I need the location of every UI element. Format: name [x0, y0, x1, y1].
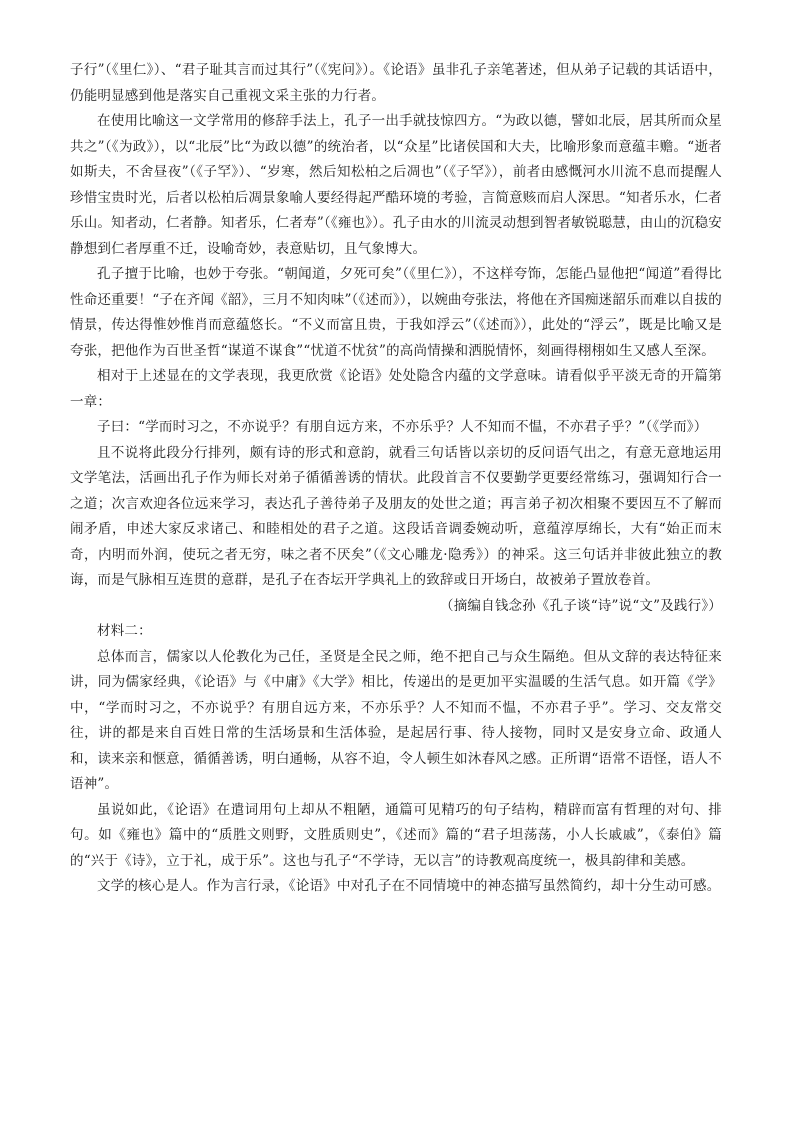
- paragraph-implicit-meaning: 相对于上述显在的文学表现，我更欣赏《论语》处处隐含内蕴的文学意味。请看似乎平淡无奇的开篇第一章：: [70, 368, 722, 410]
- paragraph-diction: 虽说如此，《论语》在遣词用句上却从不粗陋，通篇可见精巧的句子结构，精辟而富有哲理的对句、排句。如《雍也》篇中的“质胜文则野，文胜质则史”，《述而》篇的“君子坦荡荡，小人长戚戚”，《泰伯》篇的“兴于《诗》，立于礼，成于乐”。这也与孔子“不学诗，无以言”的诗教观高度统一，极具韵律和美感。: [70, 801, 722, 869]
- paragraph-confucian-overview: 总体而言，儒家以人伦教化为己任，圣贤是全民之师，绝不把自己与众生隔绝。但从文辞的表达特征来讲，同为儒家经典，《论语》与《中庸》《大学》相比，传递出的是更加平实温暖的生活气息。如开篇《学》中，“学而时习之，不亦说乎？有朋自远方来，不亦乐乎？人不知而不愠，不亦君子乎”。学习、交友常交往，讲的都是来自百姓日常的生活场景和生活体验，是起居行事、待人接物，同时又是安身立命、政通人和，读来亲和惬意，循循善诱，明白通畅，从容不迫，令人顿生如沐春风之感。正所谓“语常不语怪，语人不语神”。: [70, 648, 722, 792]
- material-two-heading: 材料二：: [97, 623, 152, 639]
- paragraph-metaphor: 在使用比喻这一文学常用的修辞手法上，孔子一出手就技惊四方。“为政以德，譬如北辰，居其所而众星共之”（《为政》），以“北辰”比“为政以德”的统治者，以“众星”比诸侯国和大夫，比喻形象而意蕴丰赡。“逝者如斯夫，不舍昼夜”（《子罕》）、“岁寒，然后知松柏之后凋也”（《子罕》），前者由感慨河水川流不息而提醒人珍惜宝贵时光，后者以松柏后凋景象喻人要经得起严酷环境的考验，言简意赅而启人深思。“知者乐水，仁者乐山。知者动，仁者静。知者乐，仁者寿”（《雍也》）。孔子由水的川流灵动想到智者敏锐聪慧，由山的沉稳安静想到仁者厚重不迁，设喻奇妙，表意贴切，且气象博大。: [70, 113, 722, 257]
- paragraph-quotation-xueer: 子曰：“学而时习之，不亦说乎？有朋自远方来，不亦乐乎？人不知而不愠，不亦君子乎？”（《学而》）: [97, 419, 708, 435]
- document-page: [70, 58, 722, 900]
- paragraph-intro-continuation: 子行”（《里仁》）、“君子耻其言而过其行”（《宪问》）。《论语》虽非孔子亲笔著述，但从弟子记载的其话语中，仍能明显感到他是落实自己重视文采主张的力行者。: [70, 62, 722, 104]
- paragraph-analysis: 且不说将此段分行排列，颇有诗的形式和意韵，就看三句话皆以亲切的反问语气出之，有意无意地运用文学笔法，活画出孔子作为师长对弟子循循善诱的情状。此段首言不仅要勤学更要经常练习，强调知行合一之道；次言欢迎各位远来学习，表达孔子善待弟子及朋友的处世之道；再言弟子初次相聚不要因互不了解而闹矛盾，申述大家反求诸己、和睦相处的君子之道。这段话音调委婉动听，意蕴淳厚绵长，大有“始正而末奇，内明而外润，使玩之者无穷，味之者不厌矣”（《文心雕龙·隐秀》）的神采。这三句话并非彼此独立的教诲，而是气脉相互连贯的意群，是孔子在杏坛开学典礼上的致辞或日开场白，故被弟子置放卷首。: [70, 444, 722, 588]
- paragraph-literature-core: 文学的核心是人。作为言行录，《论语》中对孔子在不同情境中的神态描写虽然简约，却十分生动可感。: [97, 878, 721, 894]
- source-citation: （摘编自钱念孙《孔子谈“诗”说“文”及践行》）: [440, 597, 722, 614]
- paragraph-exaggeration: 孔子擅于比喻，也妙于夸张。“朝闻道，夕死可矣”（《里仁》），不这样夸饰，怎能凸显他把“闻道”看得比性命还重要！“子在齐闻《韶》，三月不知肉味”（《述而》），以婉曲夸张法，将他在齐国痴迷韶乐而难以自拔的情景，传达得惟妙惟肖而意蕴悠长。“不义而富且贵，于我如浮云”（《述而》），此处的“浮云”，既是比喻又是夸张，把他作为百世圣哲“谋道不谋食”“忧道不忧贫”的高尚情操和洒脱情怀，刻画得栩栩如生又感人至深。: [70, 266, 722, 359]
